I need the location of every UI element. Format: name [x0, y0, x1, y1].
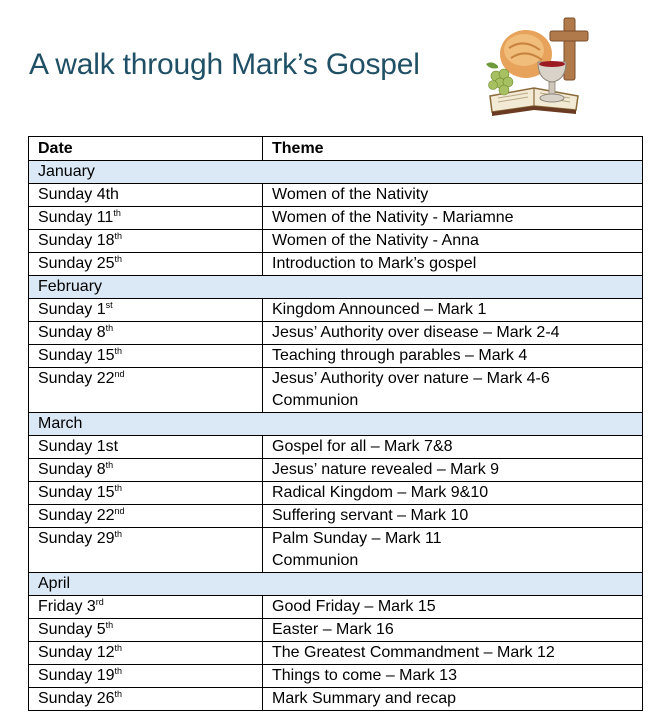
schedule-table	[28, 136, 643, 711]
date-suffix: rd	[95, 597, 104, 607]
date-suffix: st	[105, 300, 113, 310]
date-suffix: th	[105, 323, 114, 333]
date-cell	[29, 322, 263, 345]
theme-text: Jesus’ nature revealed – Mark 9	[272, 461, 500, 478]
table-row	[29, 230, 643, 253]
date-day: Sunday 11	[38, 209, 114, 226]
date-suffix: nd	[114, 369, 125, 379]
table-row	[29, 184, 643, 207]
theme-cell	[263, 230, 643, 253]
date-day: Sunday 15	[38, 347, 115, 364]
theme-text: Jesus’ Authority over disease – Mark 2-4	[272, 324, 560, 341]
date-suffix: th	[114, 483, 123, 493]
table-row	[29, 619, 643, 642]
header-theme: Theme	[263, 137, 643, 161]
theme-cell	[263, 253, 643, 276]
date-cell	[29, 207, 263, 230]
theme-cell	[263, 665, 643, 688]
month-label: April	[29, 573, 643, 596]
table-row	[29, 207, 643, 230]
theme-text: Women of the Nativity - Anna	[272, 232, 479, 249]
date-day: Sunday 22	[38, 370, 115, 387]
page-title: A walk through Mark’s Gospel	[29, 48, 420, 81]
theme-cell	[263, 688, 643, 711]
month-label: January	[29, 161, 643, 184]
table-row	[29, 253, 643, 276]
date-day: Sunday 19	[38, 667, 115, 684]
month-label: February	[29, 276, 643, 299]
theme-cell	[263, 619, 643, 642]
table-row	[29, 596, 643, 619]
date-suffix: th	[113, 208, 121, 218]
table-row	[29, 505, 643, 528]
theme-text: Women of the Nativity	[272, 186, 429, 203]
theme-cell	[263, 459, 643, 482]
date-suffix: th	[114, 231, 123, 241]
theme-cell	[263, 368, 643, 413]
date-day: Sunday 1	[38, 301, 106, 318]
date-cell	[29, 596, 263, 619]
date-cell	[29, 253, 263, 276]
date-day: Sunday 1	[38, 438, 106, 455]
table-row	[29, 482, 643, 505]
date-day: Friday 3	[38, 598, 96, 615]
theme-cell	[263, 596, 643, 619]
date-suffix: st	[105, 438, 119, 455]
theme-text: Jesus’ Authority over nature – Mark 4-6	[272, 370, 550, 387]
date-cell	[29, 436, 263, 459]
date-day: Sunday 25	[38, 255, 115, 272]
date-cell	[29, 459, 263, 482]
date-cell	[29, 505, 263, 528]
theme-cell	[263, 436, 643, 459]
theme-text: Mark Summary and recap	[272, 690, 457, 707]
table-row	[29, 345, 643, 368]
table-body	[29, 161, 643, 711]
month-row	[29, 573, 643, 596]
theme-text: Suffering servant – Mark 10	[272, 507, 469, 524]
date-day: Sunday 26	[38, 690, 115, 707]
date-day: Sunday 18	[38, 232, 115, 249]
date-suffix: th	[114, 689, 123, 699]
date-suffix: th	[114, 643, 123, 653]
date-cell	[29, 368, 263, 413]
theme-note: Communion	[272, 552, 359, 569]
date-suffix: th	[114, 346, 123, 356]
theme-text: Teaching through parables – Mark 4	[272, 347, 528, 364]
theme-text: Good Friday – Mark 15	[272, 598, 436, 615]
table-row	[29, 528, 643, 573]
header-date: Date	[29, 137, 263, 161]
date-day: Sunday 4	[38, 186, 106, 203]
date-day: Sunday 8	[38, 461, 106, 478]
table-row	[29, 688, 643, 711]
date-suffix: th	[105, 460, 114, 470]
month-label: March	[29, 413, 643, 436]
date-cell	[29, 665, 263, 688]
month-row	[29, 413, 643, 436]
date-suffix: th	[114, 254, 123, 264]
date-suffix: th	[114, 666, 123, 676]
table-row	[29, 436, 643, 459]
date-cell	[29, 528, 263, 573]
theme-cell	[263, 322, 643, 345]
theme-cell	[263, 184, 643, 207]
table-row	[29, 665, 643, 688]
theme-cell	[263, 642, 643, 665]
date-cell	[29, 482, 263, 505]
theme-text: Easter – Mark 16	[272, 621, 394, 638]
date-day: Sunday 12	[38, 644, 115, 661]
date-cell	[29, 184, 263, 207]
date-suffix: th	[114, 529, 123, 539]
theme-cell	[263, 482, 643, 505]
date-suffix: th	[105, 186, 119, 203]
table-row	[29, 642, 643, 665]
theme-text: Kingdom Announced – Mark 1	[272, 301, 487, 318]
table-row	[29, 322, 643, 345]
theme-cell	[263, 505, 643, 528]
date-day: Sunday 29	[38, 530, 115, 547]
theme-text: Radical Kingdom – Mark 9&10	[272, 484, 489, 501]
date-cell	[29, 230, 263, 253]
theme-text: Women of the Nativity - Mariamne	[272, 209, 514, 226]
month-row	[29, 276, 643, 299]
date-suffix: th	[105, 620, 114, 630]
theme-note: Communion	[272, 392, 359, 409]
theme-text: Palm Sunday – Mark 11	[272, 530, 442, 547]
date-day: Sunday 15	[38, 484, 115, 501]
communion-bread-chalice-bible-cross-icon	[484, 14, 590, 118]
theme-cell	[263, 528, 643, 573]
date-suffix: nd	[114, 506, 125, 516]
table-row	[29, 368, 643, 413]
month-row	[29, 161, 643, 184]
date-day: Sunday 5	[38, 621, 106, 638]
theme-cell	[263, 207, 643, 230]
theme-cell	[263, 299, 643, 322]
date-cell	[29, 642, 263, 665]
date-cell	[29, 619, 263, 642]
table-row	[29, 459, 643, 482]
date-day: Sunday 22	[38, 507, 115, 524]
date-cell	[29, 345, 263, 368]
date-day: Sunday 8	[38, 324, 106, 341]
theme-text: Things to come – Mark 13	[272, 667, 457, 684]
theme-text: Gospel for all – Mark 7&8	[272, 438, 453, 455]
date-cell	[29, 688, 263, 711]
table-row	[29, 299, 643, 322]
table-header-row	[29, 137, 643, 161]
theme-text: The Greatest Commandment – Mark 12	[272, 644, 555, 661]
date-cell	[29, 299, 263, 322]
theme-cell	[263, 345, 643, 368]
theme-text: Introduction to Mark’s gospel	[272, 255, 477, 272]
